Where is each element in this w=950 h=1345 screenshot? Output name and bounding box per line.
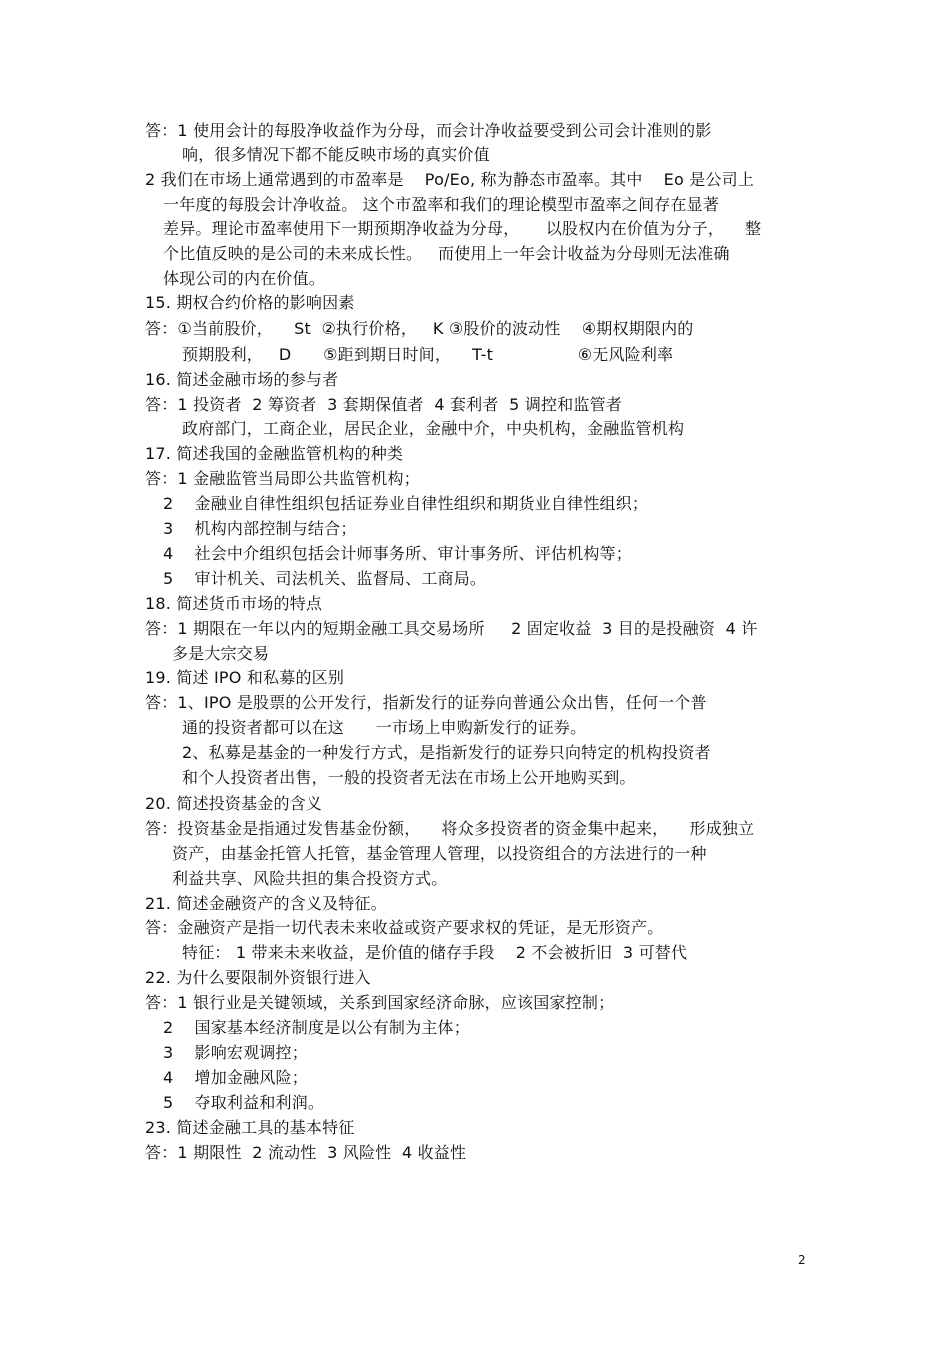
text-line: 和个人投资者出售，一般的投资者无法在市场上公开地购买到。: [182, 768, 636, 787]
text-line: 答：1 期限在一年以内的短期金融工具交易场所 2 固定收益 3 目的是投融资 4 许: [145, 619, 758, 638]
text-line: 多是大宗交易: [172, 644, 270, 663]
text-line: 答：投资基金是指通过发售基金份额， 将众多投资者的资金集中起来， 形成独立: [145, 819, 755, 838]
text-line: 答：1 使用会计的每股净收益作为分母，而会计净收益要受到公司会计准则的影: [145, 121, 712, 140]
text-line: 4 增加金融风险；: [163, 1068, 308, 1087]
question-heading: 23. 简述金融工具的基本特征: [145, 1118, 355, 1137]
question-heading: 20. 简述投资基金的含义: [145, 794, 323, 813]
question-heading: 19. 简述 IPO 和私募的区别: [145, 668, 345, 687]
question-heading: 22. 为什么要限制外资银行进入: [145, 968, 371, 987]
text-line: 2 我们在市场上通常遇到的市盈率是 Po/Eo, 称为静态市盈率。其中 Eo 是公司上: [145, 170, 755, 189]
text-line: 个比值反映的是公司的未来成长性。 而使用上一年会计收益为分母则无法准确: [163, 244, 730, 263]
text-line: 3 机构内部控制与结合；: [163, 519, 357, 538]
text-line: 2 金融业自律性组织包括证券业自律性组织和期货业自律性组织；: [163, 494, 649, 513]
text-line: 2 国家基本经济制度是以公有制为主体；: [163, 1018, 470, 1037]
text-line: 差异。理论市盈率使用下一期预期净收益为分母， 以股权内在价值为分子， 整: [163, 219, 762, 238]
text-line: 5 审计机关、司法机关、监督局、工商局。: [163, 569, 487, 588]
text-line: 一年度的每股会计净收益。 这个市盈率和我们的理论模型市盈率之间存在显著: [163, 195, 720, 214]
text-line: 响，很多情况下都不能反映市场的真实价值: [182, 145, 490, 164]
text-line: 答：金融资产是指一切代表未来收益或资产要求权的凭证，是无形资产。: [145, 918, 664, 937]
text-line: 特征： 1 带来未来收益，是价值的储存手段 2 不会被折旧 3 可替代: [182, 943, 688, 962]
text-line: 5 夺取利益和利润。: [163, 1093, 325, 1112]
text-line: 预期股利， D ⑤距到期日时间， T-t ⑥无风险利率: [182, 345, 674, 364]
text-line: 体现公司的内在价值。: [163, 269, 326, 288]
text-line: 答：①当前股价， St ②执行价格， K ③股价的波动性 ④期权期限内的: [145, 319, 694, 338]
question-heading: 21. 简述金融资产的含义及特征。: [145, 894, 387, 913]
question-heading: 17. 简述我国的金融监管机构的种类: [145, 444, 404, 463]
text-line: 答：1、IPO 是股票的公开发行，指新发行的证券向普通公众出售，任何一个普: [145, 693, 707, 712]
text-line: 答：1 银行业是关键领域，关系到国家经济命脉，应该国家控制；: [145, 993, 615, 1012]
text-line: 2、私募是基金的一种发行方式，是指新发行的证券只向特定的机构投资者: [182, 743, 711, 762]
question-heading: 16. 简述金融市场的参与者: [145, 370, 339, 389]
text-line: 通的投资者都可以在这 一市场上申购新发行的证券。: [182, 718, 587, 737]
text-line: 答：1 期限性 2 流动性 3 风险性 4 收益性: [145, 1143, 467, 1162]
text-line: 答：1 金融监管当局即公共监管机构；: [145, 469, 420, 488]
question-heading: 15. 期权合约价格的影响因素: [145, 293, 355, 312]
text-line: 4 社会中介组织包括会计师事务所、审计事务所、评估机构等；: [163, 544, 632, 563]
text-line: 3 影响宏观调控；: [163, 1043, 308, 1062]
text-line: 政府部门，工商企业，居民企业，金融中介，中央机构，金融监管机构: [182, 419, 685, 438]
page-number: 2: [798, 1253, 806, 1267]
question-heading: 18. 简述货币市场的特点: [145, 594, 323, 613]
text-line: 资产，由基金托管人托管，基金管理人管理，以投资组合的方法进行的一种: [172, 844, 707, 863]
text-line: 利益共享、风险共担的集合投资方式。: [172, 869, 448, 888]
text-line: 答：1 投资者 2 筹资者 3 套期保值者 4 套利者 5 调控和监管者: [145, 395, 623, 414]
